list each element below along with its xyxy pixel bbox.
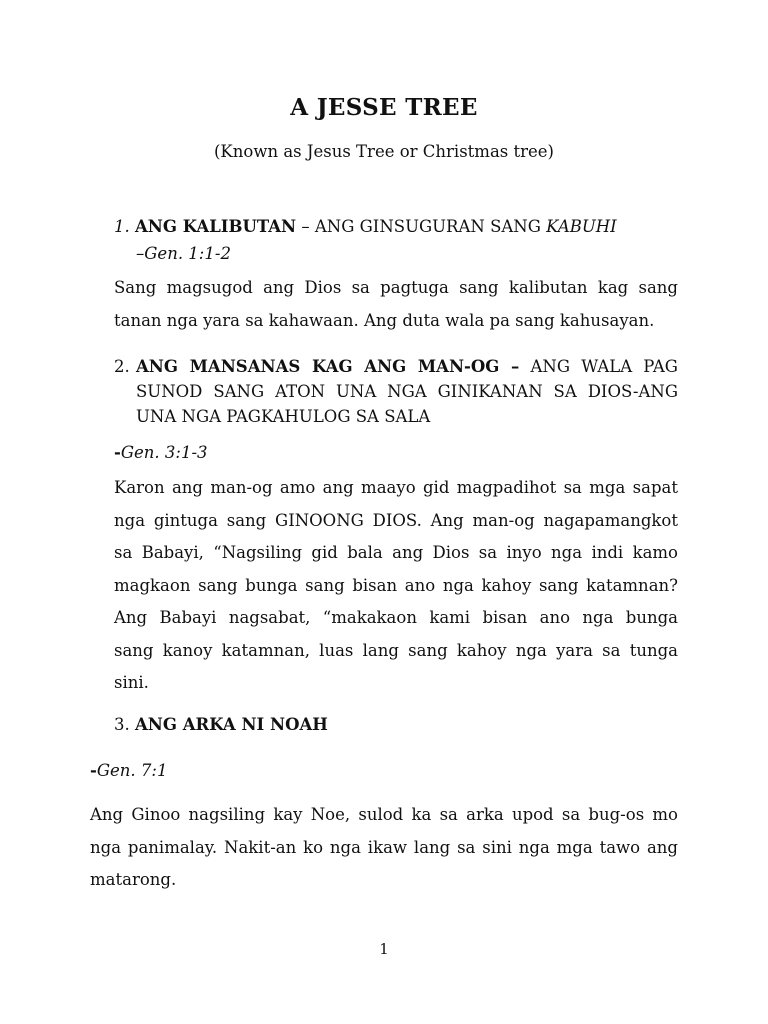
heading-line: UNA NGA PAGKAHULOG SA SALA [136, 407, 431, 426]
item-1-paragraph [114, 272, 678, 337]
item-1-subtitle: – ANG GINSUGURAN SANG [296, 217, 547, 236]
item-3-reference [90, 759, 167, 782]
paragraph-line: sini. [114, 673, 149, 692]
page-number: 1 [379, 940, 389, 958]
item-1-heading [114, 215, 654, 238]
item-2-heading-rest: ANG WALA PAG [519, 357, 678, 376]
ref-dash: - [114, 443, 121, 462]
ref-text: Gen. 7:1 [96, 761, 168, 780]
paragraph-line: tanan nga yara sa kahawaan. Ang duta wala pa sang kahusayan. [114, 310, 655, 330]
item-2-reference [114, 441, 208, 464]
paragraph-line: Karon ang man-og amo ang maayo gid magpadihot sa mga sapat [114, 478, 678, 497]
item-2-paragraph [114, 472, 678, 700]
item-1-reference: –Gen. 1:1-2 [136, 244, 231, 263]
item-2-number: 2. [114, 357, 130, 376]
ref-dash: - [90, 761, 97, 780]
item-3-heading [114, 713, 328, 736]
paragraph-line: Sang magsugod ang Dios sa pagtuga sang kalibutan kag sang [114, 278, 678, 297]
paragraph-line: Ang Ginoo nagsiling kay Noe, sulod ka sa arka upod sa bug-os mo [90, 805, 678, 824]
paragraph-line: nga panimalay. Nakit-an ko nga ikaw lang sa sini nga mga tawo ang [90, 837, 678, 857]
paragraph-line: magkaon sang bunga sang bisan ano nga kahoy sang katamnan? [114, 575, 678, 595]
paragraph-line: matarong. [90, 870, 177, 889]
page-title: A JESSE TREE [290, 94, 478, 121]
item-3-title: ANG ARKA NI NOAH [135, 715, 328, 734]
item-1-title: ANG KALIBUTAN [135, 217, 297, 236]
item-2-heading [136, 355, 678, 428]
ref-text: Gen. 3:1-3 [120, 443, 208, 462]
item-1-number: 1. [114, 217, 130, 236]
paragraph-line: sang kanoy katamnan, luas lang sang kahoy nga yara sa tunga [114, 640, 678, 660]
paragraph-line: Ang Babayi nagsabat, “makakaon kami bisan ano nga bunga [114, 608, 678, 627]
paragraph-line: sa Babayi, “Nagsiling gid bala ang Dios sa inyo nga indi kamo [114, 543, 678, 562]
heading-line [136, 355, 678, 378]
item-1-subtitle-italic: KABUHI [546, 217, 617, 236]
page-subtitle: (Known as Jesus Tree or Christmas tree) [214, 142, 554, 161]
item-3-number: 3. [114, 715, 130, 734]
item-3-paragraph [90, 799, 678, 897]
item-2-title: ANG MANSANAS KAG ANG MAN-OG – [136, 357, 520, 376]
paragraph-line: nga gintuga sang GINOONG DIOS. Ang man-og nagapamangkot [114, 510, 678, 530]
heading-line: SUNOD SANG ATON UNA NGA GINIKANAN SA DIOS-ANG [136, 382, 678, 401]
